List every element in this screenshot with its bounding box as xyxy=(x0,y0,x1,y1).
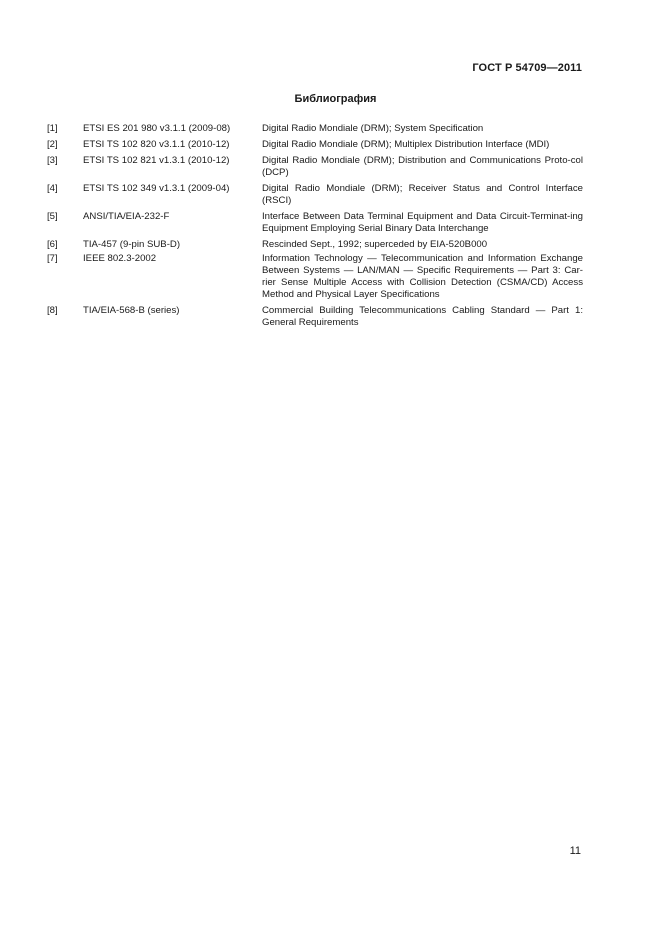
entry-description: Digital Radio Mondiale (DRM); System Specification xyxy=(262,123,484,134)
entry-description: Interface Between Data Terminal Equipment and Data Circuit-Terminat-ing Equipment Employing Serial Binary Data Interchange xyxy=(262,211,583,234)
bibliography-entry xyxy=(47,183,583,207)
entry-reference: IEEE 802.3-2002 xyxy=(83,253,157,264)
entry-number: [8] xyxy=(47,305,58,316)
entry-reference: ETSI ES 201 980 v3.1.1 (2009-08) xyxy=(83,123,231,134)
entry-description: Digital Radio Mondiale (DRM); Distribution and Communications Proto-col (DCP) xyxy=(262,155,583,178)
entry-description: Information Technology — Telecommunication and Information Exchange Between Systems — LAN/MAN — Specific Requirements — Part 3: Car-rier Sense Multiple Access with Collision Detection (CSMA/CD) Access Method and Physical Layer Specifications xyxy=(262,253,583,300)
entry-description: Rescinded Sept., 1992; superceded by EIA-520B000 xyxy=(262,239,488,250)
entry-number: [5] xyxy=(47,211,58,222)
page-number: 11 xyxy=(569,845,581,857)
bibliography-list xyxy=(47,123,583,329)
bibliography-entry xyxy=(47,155,583,179)
bibliography-entry xyxy=(47,239,583,251)
entry-number: [6] xyxy=(47,239,58,250)
entry-number: [1] xyxy=(47,123,58,134)
entry-reference: ANSI/TIA/EIA-232-F xyxy=(83,211,170,222)
entry-description: Digital Radio Mondiale (DRM); Multiplex Distribution Interface (MDI) xyxy=(262,139,550,150)
entry-number: [7] xyxy=(47,253,58,264)
entry-reference: ETSI TS 102 349 v1.3.1 (2009-04) xyxy=(83,183,230,194)
bibliography-entry xyxy=(47,123,583,135)
entry-description: Digital Radio Mondiale (DRM); Receiver Status and Control Interface (RSCI) xyxy=(262,183,583,206)
entry-reference: TIA/EIA-568-B (series) xyxy=(83,305,180,316)
entry-reference: ETSI TS 102 821 v1.3.1 (2010-12) xyxy=(83,155,230,166)
entry-number: [4] xyxy=(47,183,58,194)
entry-number: [2] xyxy=(47,139,58,150)
entry-reference: TIA-457 (9-pin SUB-D) xyxy=(83,239,181,250)
entry-description: Commercial Building Telecommunications Cabling Standard — Part 1: General Requirements xyxy=(262,305,583,328)
bibliography-entry xyxy=(47,211,583,235)
bibliography-entry xyxy=(47,139,583,151)
standard-code: ГОСТ Р 54709—2011 xyxy=(472,62,582,74)
bibliography-entry xyxy=(47,253,583,301)
page-title: Библиография xyxy=(294,93,377,105)
entry-number: [3] xyxy=(47,155,58,166)
entry-reference: ETSI TS 102 820 v3.1.1 (2010-12) xyxy=(83,139,230,150)
bibliography-entry xyxy=(47,305,583,329)
